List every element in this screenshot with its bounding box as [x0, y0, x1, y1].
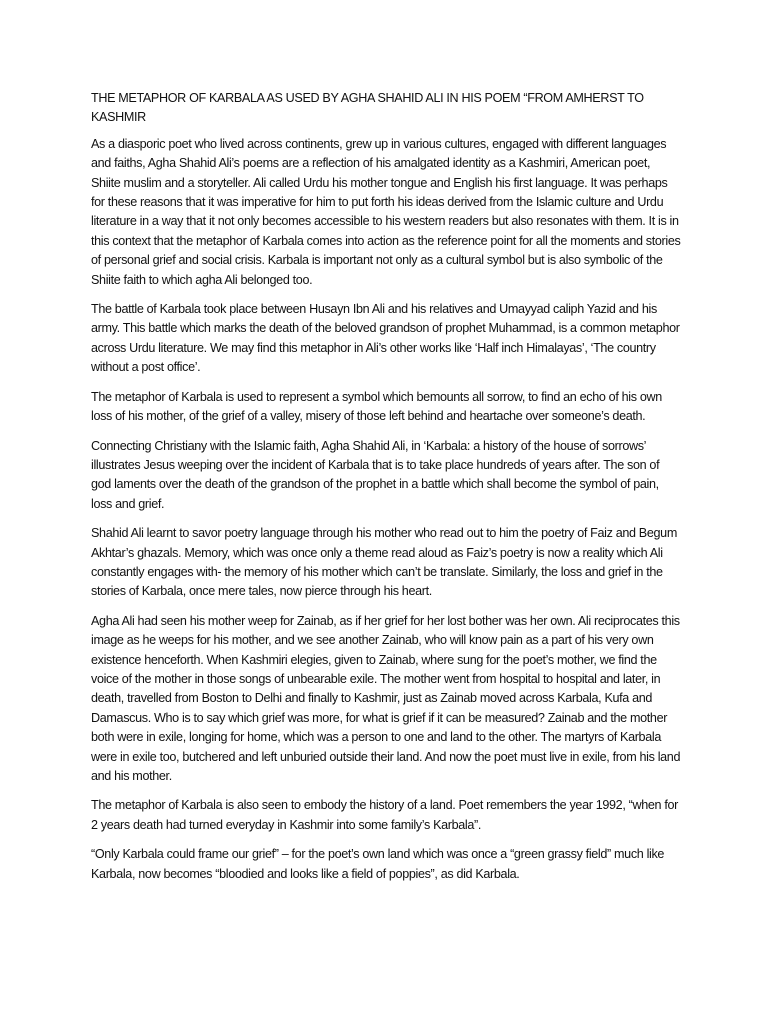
- paragraph-8: “Only Karbala could frame our grief” – for the poet’s own land which was once a “green grassy field” much like Karbala, now becomes “bloodied and looks like a field of poppies”, as did Karbala.: [91, 847, 665, 881]
- paragraph-4: Connecting Christiany with the Islamic faith, Agha Shahid Ali, in ‘Karbala: a history of the house of sorrows’ illustrates Jesus weeping over the incident of Karbala that is to take place hundreds of years after. The son of god laments over the death of the grandson of the prophet in a battle which shall become the symbol of pain, loss and grief.: [91, 438, 660, 511]
- paragraph-2: The battle of Karbala took place between Husayn Ibn Ali and his relatives and Umayyad caliph Yazid and his army. This battle which marks the death of the beloved grandson of prophet Muhammad, is a common metaphor across Urdu literature. We may find this metaphor in Ali’s other works like ‘Half inch Himalayas’, ‘The country without a post office’.: [91, 302, 680, 375]
- paragraph-6: Agha Ali had seen his mother weep for Zainab, as if her grief for her lost bother was her own. Ali reciprocates this image as he weeps for his mother, and we see another Zainab, who will know pain as a part of his very own existence henceforth. When Kashmiri elegies, given to Zainab, where sung for the poet’s mother, we find the voice of the mother in those songs of unbearable exile. The mother went from hospital to hospital and later, in death, travelled from Boston to Delhi and finally to Kashmir, just as Zainab moved across Karbala, Kufa and Damascus. Who is to say which grief was more, for what is grief if it can be measured? Zainab and the mother both were in exile, longing for home, which was a person to one and land to the other. The martyrs of Karbala were in exile too, butchered and left unburied outside their land. And now the poet must live in exile, from his land and his mother.: [91, 613, 681, 783]
- paragraph-1: As a diasporic poet who lived across continents, grew up in various cultures, engaged with different languages and faiths, Agha Shahid Ali’s poems are a reflection of his amalgated identity as a Kashmiri, American poet, Shiite muslim and a storyteller. Ali called Urdu his mother tongue and English his first language. It was perhaps for these reasons that it was imperative for him to put forth his ideas derived from the Islamic culture and Urdu literature in a way that it not only becomes accessible to his western readers but also resonates with them. It is in this context that the metaphor of Karbala comes into action as the reference point for all the moments and stories of personal grief and social crisis. Karbala is important not only as a cultural symbol but is also symbolic of the Shiite faith to which agha Ali belonged too.: [91, 136, 681, 287]
- paragraph-3: The metaphor of Karbala is used to represent a symbol which bemounts all sorrow, to find an echo of his own loss of his mother, of the grief of a valley, misery of those left behind and heartache over someone’s death.: [91, 389, 662, 424]
- document-page: [91, 89, 681, 894]
- paragraph-7: The metaphor of Karbala is also seen to embody the history of a land. Poet remembers the year 1992, “when for 2 years death had turned everyday in Kashmir into some family’s Karbala”.: [91, 798, 678, 832]
- paragraph-5: Shahid Ali learnt to savor poetry language through his mother who read out to him the poetry of Faiz and Begum Akhtar’s ghazals. Memory, which was once only a theme read aloud as Faiz’s poetry is now a reality which Ali constantly engages with- the memory of his mother which can’t be translate. Similarly, the loss and grief in the stories of Karbala, once mere tales, now pierce through his heart.: [91, 526, 677, 599]
- document-title: THE METAPHOR OF KARBALA AS USED BY AGHA SHAHID ALI IN HIS POEM “FROM AMHERST TO KASHMIR: [91, 91, 644, 125]
